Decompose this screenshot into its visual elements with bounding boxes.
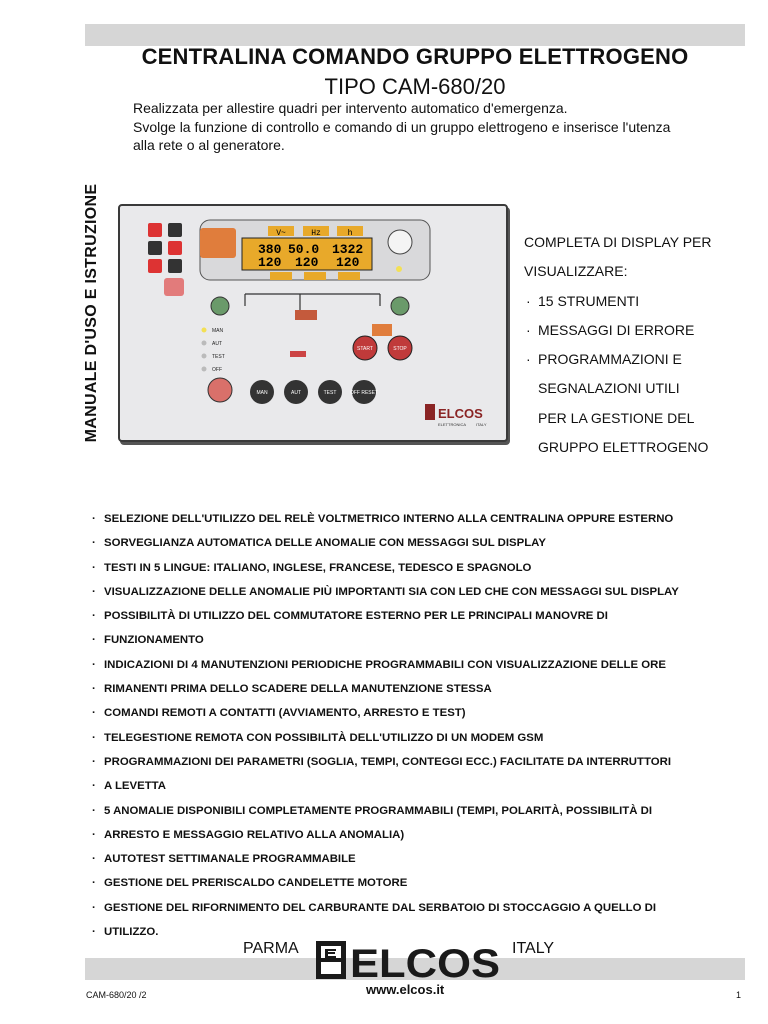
doc-code: CAM-680/20 /2 — [86, 990, 147, 1000]
info-item: · 15 STRUMENTI — [524, 291, 754, 320]
generator-status-icon — [391, 297, 409, 315]
mains-icon — [211, 297, 229, 315]
intro-line: alla rete o al generatore. — [133, 137, 285, 153]
footer-website[interactable]: www.elcos.it — [366, 982, 445, 997]
aut-button[interactable]: AUT — [291, 390, 301, 396]
footer-city: PARMA — [243, 940, 299, 957]
feature-item-continuation: · ARRESTO E MESSAGGIO RELATIVO ALLA ANOMALIA) — [90, 823, 750, 847]
logo-text: ELCOS — [350, 942, 500, 981]
feature-item-continuation: · RIMANENTI PRIMA DELLO SCADERE DELLA MANUTENZIONE STESSA — [90, 677, 750, 701]
feature-item: · SELEZIONE DELL'UTILIZZO DEL RELÈ VOLTMETRICO INTERNO ALLA CENTRALINA OPPURE ESTERNO — [90, 507, 750, 531]
info-item: · MESSAGGI DI ERRORE — [524, 320, 754, 349]
feature-item-continuation: · FUNZIONAMENTO — [90, 628, 750, 652]
feature-item: · VISUALIZZAZIONE DELLE ANOMALIE PIÙ IMPORTANTI SIA CON LED CHE CON MESSAGGI SUL DISPLAY — [90, 580, 750, 604]
page-subtitle: TIPO CAM-680/20 — [324, 74, 506, 99]
feature-list — [90, 507, 750, 944]
mode-selector-button[interactable] — [208, 378, 232, 402]
feature-item: · 5 ANOMALIE DISPONIBILI COMPLETAMENTE PROGRAMMABILI (TEMPI, POLARITÀ, POSSIBILITÀ DI — [90, 799, 750, 823]
mode-label: MAN — [212, 328, 224, 334]
info-item: PER LA GESTIONE DEL — [538, 409, 695, 426]
feature-item-continuation: · A LEVETTA — [90, 774, 750, 798]
load-icon — [295, 310, 317, 320]
feature-item: · SORVEGLIANZA AUTOMATICA DELLE ANOMALIE CON MESSAGGI SUL DISPLAY — [90, 531, 750, 555]
footer-country: ITALY — [512, 940, 555, 957]
mode-label: AUT — [212, 341, 222, 347]
display-info — [524, 232, 754, 466]
display-value: 1322 — [332, 242, 364, 257]
control-panel-graphic — [120, 206, 506, 440]
elcos-logo — [316, 939, 502, 981]
tab-hz: Hz — [311, 229, 321, 238]
feature-item: · TESTI IN 5 LINGUE: ITALIANO, INGLESE, FRANCESE, TEDESCO E SPAGNOLO — [90, 556, 750, 580]
info-item: · PROGRAMMAZIONI E — [524, 349, 754, 378]
off-reset-button[interactable]: OFF RESET — [349, 390, 379, 396]
tab-hours: h — [347, 229, 353, 238]
control-panel-photo — [118, 204, 508, 442]
feature-item-continuation: · UTILIZZO. — [90, 920, 750, 944]
panel-brand-country: ITALY — [476, 422, 487, 427]
intro-line: Realizzata per allestire quadri per intervento automatico d'emergenza. — [133, 100, 568, 116]
feature-item: · PROGRAMMAZIONI DEI PARAMETRI (SOGLIA, TEMPI, CONTEGGI ECC.) FACILITATE DA INTERRUTTORI — [90, 750, 750, 774]
generator-icon — [200, 228, 236, 258]
display-value: 120 — [336, 255, 360, 270]
feature-item: · INDICAZIONI DI 4 MANUTENZIONI PERIODICHE PROGRAMMABILI CON VISUALIZZAZIONE DELLE ORE — [90, 653, 750, 677]
mode-label: TEST — [212, 354, 225, 360]
intro-line: Svolge la funzione di controllo e comando di un gruppo elettrogeno e inserisce l'utenza — [133, 118, 671, 135]
info-heading: COMPLETA DI DISPLAY PER — [524, 234, 712, 250]
page-title: CENTRALINA COMANDO GRUPPO ELETTROGENO — [141, 44, 689, 69]
gauge-icon — [388, 230, 412, 254]
panel-brand-sub: ELETTRONICA — [438, 422, 467, 427]
alarm-icons — [148, 223, 184, 296]
test-button[interactable]: TEST — [323, 390, 337, 396]
mode-label: OFF — [212, 367, 222, 373]
man-button[interactable]: MAN — [256, 390, 268, 396]
display-value: 50.0 — [288, 242, 320, 257]
panel-brand: ELCOS — [438, 406, 483, 421]
display-value: 120 — [295, 255, 319, 270]
feature-item: · AUTOTEST SETTIMANALE PROGRAMMABILE — [90, 847, 750, 871]
tab-volt: V~ — [276, 229, 286, 238]
stop-label: STOP — [393, 346, 407, 352]
side-label-manual: MANUALE D'USO E ISTRUZIONE — [83, 183, 100, 443]
feature-item: · GESTIONE DEL RIFORNIMENTO DEL CARBURANTE DAL SERBATOIO DI STOCCAGGIO A QUELLO DI — [90, 896, 750, 920]
page-number: 1 — [736, 990, 742, 1000]
info-item: SEGNALAZIONI UTILI — [538, 380, 680, 397]
display-value: 380 — [258, 242, 282, 257]
feature-item: · GESTIONE DEL PRERISCALDO CANDELETTE MOTORE — [90, 871, 750, 895]
feature-item: · COMANDI REMOTI A CONTATTI (AVVIAMENTO, ARRESTO E TEST) — [90, 701, 750, 725]
info-heading: VISUALIZZARE: — [524, 263, 628, 280]
intro-text — [133, 99, 743, 155]
display-value: 120 — [258, 255, 282, 270]
info-item: GRUPPO ELETTROGENO — [538, 439, 709, 456]
feature-item: · TELEGESTIONE REMOTA CON POSSIBILITÀ DELL'UTILIZZO DI UN MODEM GSM — [90, 726, 750, 750]
start-label: START — [357, 346, 373, 352]
feature-item: · POSSIBILITÀ DI UTILIZZO DEL COMMUTATORE ESTERNO PER LE PRINCIPALI MANOVRE DI — [90, 604, 750, 628]
header-band — [85, 24, 745, 46]
